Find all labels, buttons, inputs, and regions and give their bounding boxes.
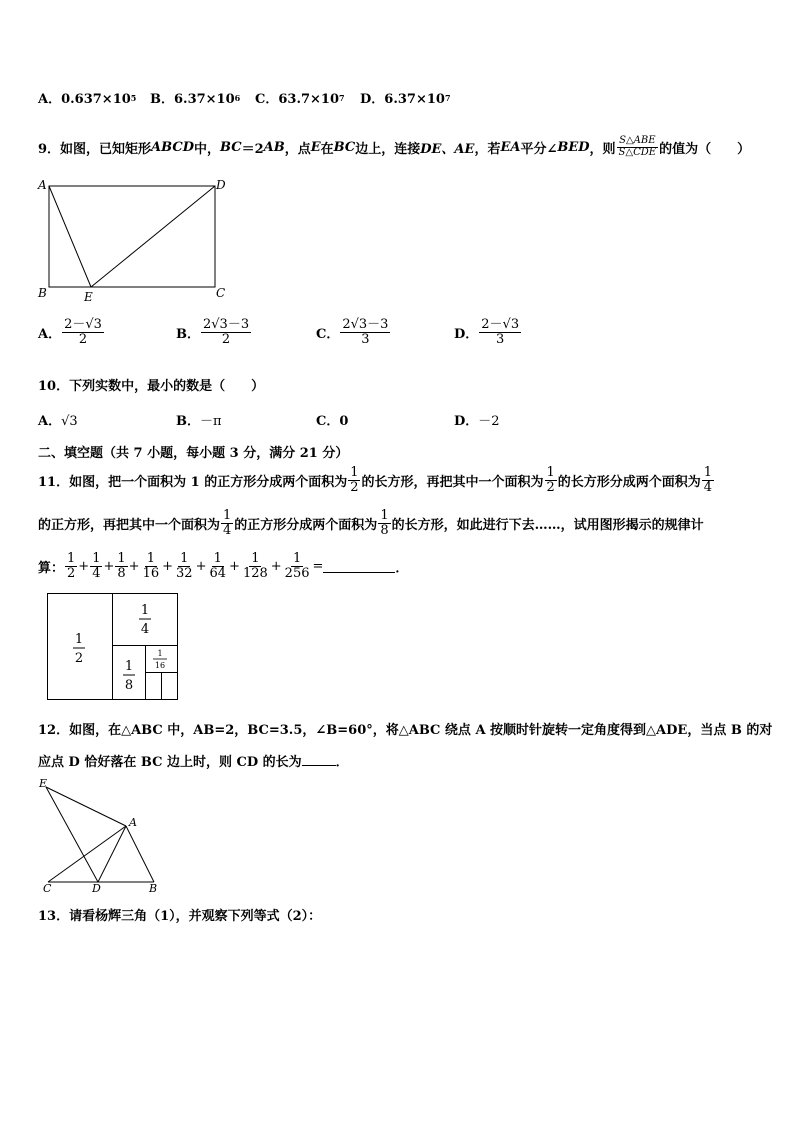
label-d: D	[216, 178, 226, 192]
label-d: D	[92, 882, 101, 895]
q9-option-c: C． $\frac{2√3-3}{3}$	[316, 317, 389, 347]
fig-sixteenth-num: 1	[157, 649, 163, 658]
segment-ca	[48, 826, 126, 882]
q11-line-2: 的正方形，再把其中一个面积为 $\frac{1}{4}$ 的正方形分成两个面积为 $\frac{1}{8}$ 的长方形，如此进行下去……，试用图形揭示的规律计	[38, 507, 704, 538]
q11-series: $\frac{1}{2}$ + $\frac{1}{4}$ + $\frac{1}{8}$ + $\frac{1}{16}$ + $\frac{1}{32}$ + $\frac{1}{64}$ + $\frac{1}{128}$ + $\frac{1}{256}$ =	[67, 550, 324, 581]
section-heading-fill-blank: 二、填空题（共 7 小题，每小题 3 分，满分 21 分）	[38, 446, 349, 461]
q9-option-a-frac: $\frac{2-√3}{2}$	[64, 317, 102, 347]
fig-half-den: 2	[74, 651, 84, 666]
label-e: E	[84, 290, 93, 304]
label-a: A	[129, 816, 137, 829]
q8-option-a: A．$0.637\times 10^5$	[38, 92, 137, 107]
q10-option-d: D．－2	[454, 414, 500, 429]
fig-quarter-den: 4	[140, 622, 150, 637]
q10-option-c: C．0	[316, 414, 349, 429]
q12-line-2: 应点 D 恰好落在 BC 边上时，则 CD 的长为 ．	[38, 755, 349, 770]
fig-sixteenth-den: 16	[154, 661, 166, 670]
q10-stem: 10．下列实数中，最小的数是（ ）	[38, 379, 265, 394]
q11-line-3: 算： $\frac{1}{2}$ + $\frac{1}{4}$ + $\frac{1}{8}$ + $\frac{1}{16}$ + $\frac{1}{32}$ + $\frac{1}{64}$ + $\frac{1}{128}$ + $\frac{1}{256}$ = ．	[38, 550, 409, 581]
label-a: A	[38, 178, 47, 192]
q9-area-ratio: $\frac{\text{S△ABE}}{\text{S△CDE}}$	[618, 135, 657, 158]
q9-option-a: A． $\frac{2-√3}{2}$	[38, 317, 102, 347]
fig-eighth-num: 1	[124, 659, 134, 674]
segment-de	[91, 186, 215, 287]
label-b: B	[149, 882, 158, 895]
q11-line-1: 11．如图，把一个面积为 1 的正方形分成两个面积为 $\frac{1}{2}$ 的长方形，再把其中一个面积为 $\frac{1}{2}$ 的长方形分成两个面积为 $\frac{1}{4}$	[38, 464, 713, 495]
segment-ed	[46, 787, 98, 882]
q8-option-c: C．$63.7\times 10^7$	[255, 92, 345, 107]
fig-eighth-den: 8	[124, 678, 134, 693]
q12-triangle-figure	[36, 775, 166, 895]
q10-option-a: A．√3	[38, 414, 78, 429]
q9-option-b: B． $\frac{2√3-3}{2}$	[176, 317, 250, 347]
q9-option-b-frac: $\frac{2√3-3}{2}$	[203, 317, 250, 347]
q8-option-b: B．$6.37\times 10^6$	[150, 92, 241, 107]
fig-half-num: 1	[74, 632, 84, 647]
segment-ae	[49, 186, 91, 287]
q9-option-d: D． $\frac{2-√3}{3}$	[454, 317, 520, 347]
label-e: E	[39, 777, 48, 790]
q12-answer-blank[interactable]	[302, 753, 336, 766]
q11-answer-blank[interactable]	[323, 560, 395, 573]
segment-ea	[46, 787, 126, 826]
q9-stem: 9．如图，已知矩形 ABCD 中， BC ＝2 AB ，点 E 在 BC 边上，连接 DE、AE ，若 EA 平分∠ BED ，则 $\frac{\text{S△ABE}}{\text{S△CDE}}$ 的值为（ ）	[38, 135, 751, 158]
segment-ba	[126, 826, 154, 882]
q9-rectangle-figure	[30, 175, 240, 305]
label-c: C	[216, 286, 226, 300]
fig-quarter-num: 1	[140, 603, 150, 618]
q10-option-b: B．－π	[176, 414, 222, 429]
q12-line-1: 12．如图，在△ABC 中，AB=2，BC=3.5，∠B=60°，将△ABC 绕点 A 按顺时针旋转一定角度得到△ADE，当点 B 的对	[38, 723, 773, 738]
rectangle-abcd	[49, 186, 215, 287]
q9-option-c-frac: $\frac{2√3-3}{3}$	[342, 317, 389, 347]
q8-option-d: D．$6.37\times 10^7$	[360, 92, 451, 107]
label-b: B	[38, 286, 47, 300]
q13-stem: 13．请看杨辉三角（1），并观察下列等式（2）：	[38, 909, 322, 924]
label-c: C	[43, 882, 52, 895]
segment-da	[98, 826, 126, 882]
q9-option-d-frac: $\frac{2-√3}{3}$	[481, 317, 520, 347]
q11-square-figure	[45, 592, 181, 704]
